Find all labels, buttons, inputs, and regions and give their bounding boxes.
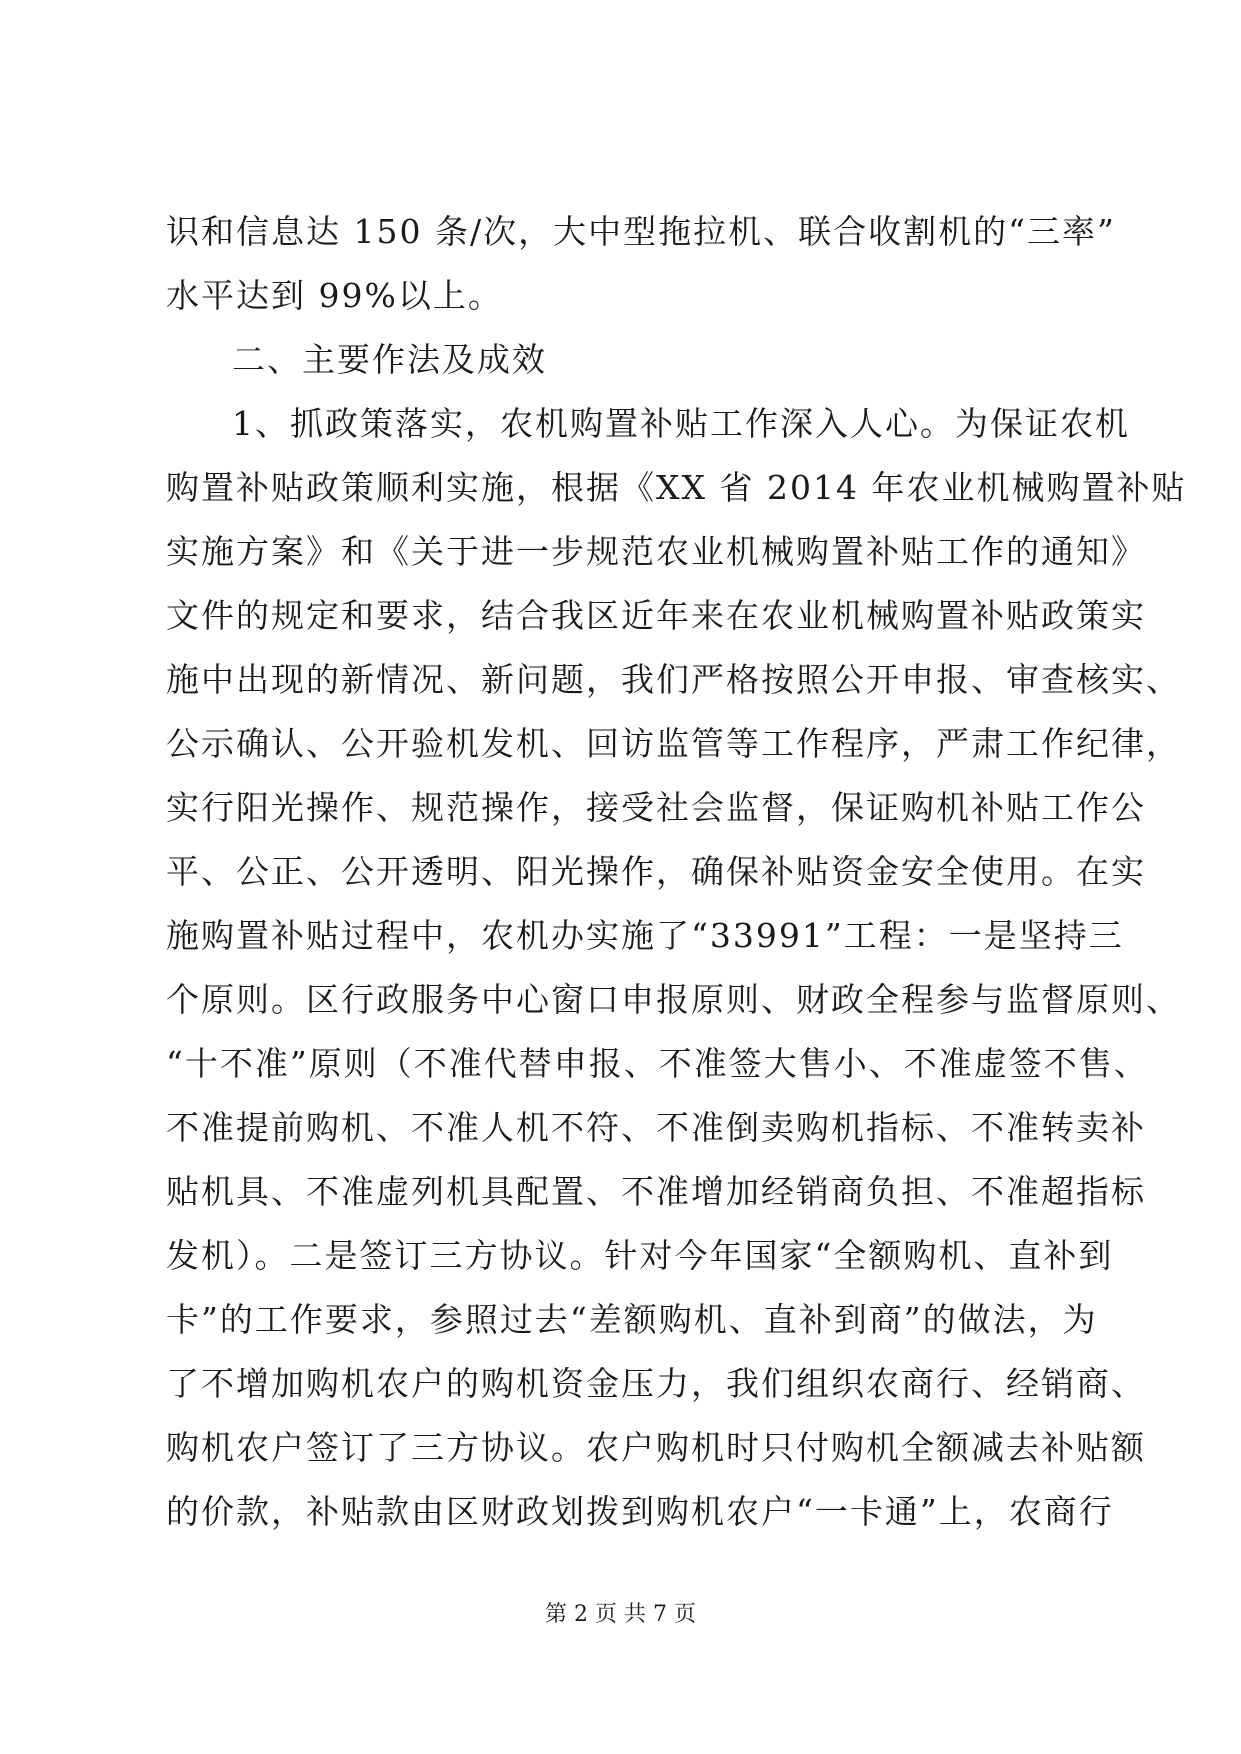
page-footer — [0, 1600, 1241, 1630]
body-line: 不准提前购机、不准人机不符、不准倒卖购机指标、不准转卖补 — [166, 1108, 1146, 1147]
body-line: 卡”的工作要求，参照过去“差额购机、直补到商”的做法，为 — [166, 1300, 1098, 1339]
section-heading: 二、主要作法及成效 — [232, 340, 547, 379]
body-line: 文件的规定和要求，结合我区近年来在农业机械购置补贴政策实 — [166, 596, 1146, 635]
body-line: 水平达到 99%以上。 — [166, 276, 503, 315]
body-line: 发机）。二是签订三方协议。针对今年国家“全额购机、直补到 — [166, 1236, 1114, 1275]
body-line: 个原则。区行政服务中心窗口申报原则、财政全程参与监督原则、 — [166, 980, 1181, 1019]
body-line: 施购置补贴过程中，农机办实施了“33991”工程：一是坚持三 — [166, 916, 1124, 955]
body-line: 实行阳光操作、规范操作，接受社会监督，保证购机补贴工作公 — [166, 788, 1146, 827]
body-line: 购置补贴政策顺利实施，根据《XX 省 2014 年农业机械购置补贴 — [166, 468, 1187, 507]
body-line: 平、公正、公开透明、阳光操作，确保补贴资金安全使用。在实 — [166, 852, 1146, 891]
page-number: 第 2 页 共 7 页 — [545, 1602, 696, 1627]
body-line: 购机农户签订了三方协议。农户购机时只付购机全额减去补贴额 — [166, 1428, 1146, 1467]
body-line: 实施方案》和《关于进一步规范农业机械购置补贴工作的通知》 — [166, 532, 1146, 571]
body-line: 贴机具、不准虚列机具配置、不准增加经销商负担、不准超指标 — [166, 1172, 1146, 1211]
document-body — [166, 200, 1187, 1544]
body-line: 1、抓政策落实，农机购置补贴工作深入人心。为保证农机 — [232, 404, 1130, 443]
body-line: 的价款，补贴款由区财政划拨到购机农户“一卡通”上，农商行 — [166, 1492, 1114, 1531]
body-line: 了不增加购机农户的购机资金压力，我们组织农商行、经销商、 — [166, 1364, 1146, 1403]
body-line: 公示确认、公开验机发机、回访监管等工作程序，严肃工作纪律， — [166, 724, 1181, 763]
body-line: 施中出现的新情况、新问题，我们严格按照公开申报、审查核实、 — [166, 660, 1181, 699]
body-line: “十不准”原则（不准代替申报、不准签大售小、不准虚签不售、 — [166, 1044, 1149, 1083]
body-line: 识和信息达 150 条/次，大中型拖拉机、联合收割机的“三率” — [166, 212, 1116, 251]
